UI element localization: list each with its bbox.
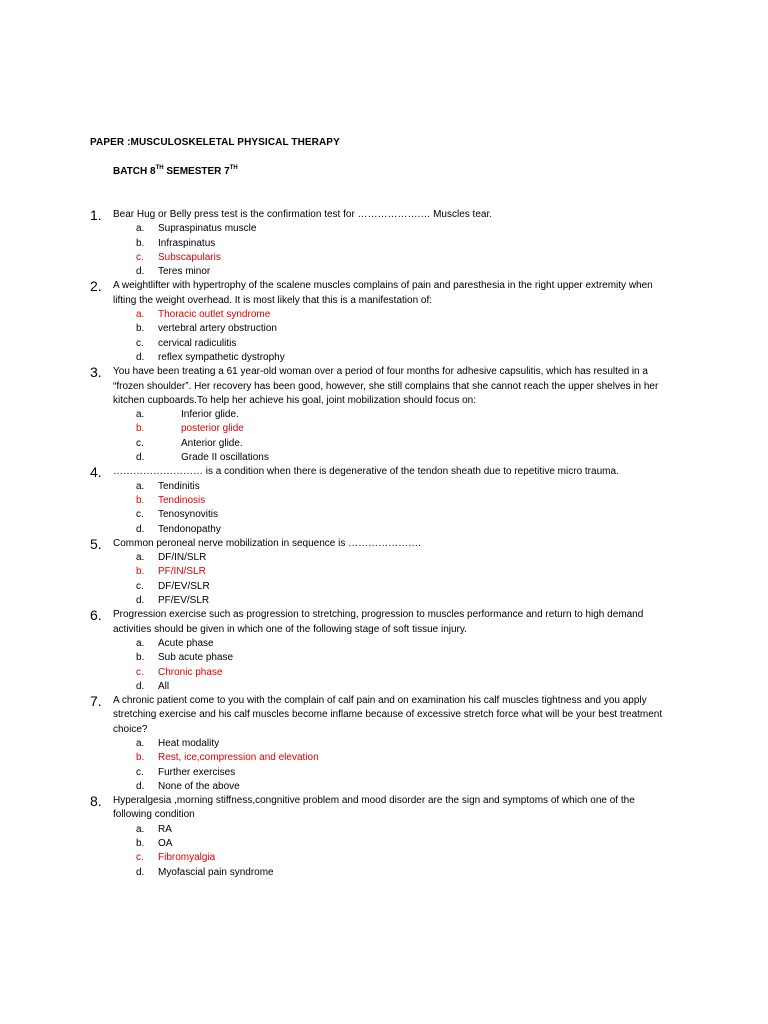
- answer-option-correct: [0, 422, 768, 436]
- option-text: Tendinitis: [158, 480, 200, 492]
- answer-option: [0, 480, 768, 494]
- answer-option-correct: [0, 851, 768, 865]
- question-number: 8.: [90, 793, 102, 810]
- answer-option: [0, 680, 768, 694]
- option-letter: d.: [136, 523, 145, 535]
- option-text: vertebral artery obstruction: [158, 323, 277, 335]
- question-item: [0, 794, 768, 880]
- question-number: 3.: [90, 364, 102, 381]
- option-letter: a.: [136, 823, 145, 835]
- option-letter: c.: [136, 580, 144, 592]
- option-text: Acute phase: [158, 637, 214, 649]
- question-text: A weightlifter with hypertrophy of the scalene muscles complains of pain and paresthesia in the right upper extremity when lifting the weight overhead. It is most likely that this is a manifestation of:: [113, 280, 653, 306]
- option-text: Further exercises: [158, 766, 236, 778]
- option-text: Supraspinatus muscle: [158, 223, 257, 235]
- option-letter: d.: [136, 780, 145, 792]
- option-letter: a.: [136, 737, 145, 749]
- option-letter: b.: [136, 566, 145, 578]
- question-item: [0, 608, 768, 694]
- option-text: Anterior glide.: [181, 437, 243, 449]
- question-text: Common peroneal nerve mobilization in sequence is ………………….: [113, 537, 421, 549]
- answer-option: [0, 866, 768, 880]
- semester-label: SEMESTER 7: [163, 166, 230, 177]
- option-text: Thoracic outlet syndrome: [158, 309, 271, 321]
- answer-option: [0, 580, 768, 594]
- option-text: DF/EV/SLR: [158, 580, 210, 592]
- question-text: A chronic patient come to you with the complain of calf pain and on examination his calf muscles tightness and you apply stretching exercise and his calf muscles become inflame because of excessive stretch force what will be your best treatment choice?: [113, 695, 663, 735]
- answer-option: [0, 222, 768, 236]
- answer-option: [0, 408, 768, 422]
- option-text: Grade II oscillations: [181, 452, 269, 464]
- option-letter: d.: [136, 866, 145, 878]
- question-number: 6.: [90, 607, 102, 624]
- option-text: RA: [158, 823, 172, 835]
- question-item: [0, 694, 768, 794]
- option-text: Sub acute phase: [158, 652, 234, 664]
- option-letter: c.: [136, 509, 144, 521]
- option-letter: d.: [136, 680, 145, 692]
- answer-option-correct: [0, 751, 768, 765]
- option-text: Myofascial pain syndrome: [158, 866, 274, 878]
- question-text: You have been treating a 61 year-old woman over a period of four months for adhesive capsulitis, which has resulted in a “frozen shoulder”. Her recovery has been good, however, she still complains that she cannot reach the upper shelves in her kitchen cupboards.To help her achieve his goal, joint mobilization should focus on:: [113, 366, 659, 406]
- option-text: Fibromyalgia: [158, 852, 216, 864]
- option-text: Inferior glide.: [181, 409, 239, 421]
- option-text: Teres minor: [158, 266, 211, 278]
- answer-option: [0, 637, 768, 651]
- option-text: Chronic phase: [158, 666, 223, 678]
- option-letter: a.: [136, 637, 145, 649]
- option-text: Infraspinatus: [158, 237, 216, 249]
- batch-semester-line: [113, 165, 238, 177]
- answer-option: [0, 451, 768, 465]
- question-item: [0, 537, 768, 608]
- option-letter: b.: [136, 652, 145, 664]
- batch-label: BATCH 8: [113, 166, 156, 177]
- option-text: Tendinosis: [158, 494, 206, 506]
- option-text: posterior glide: [181, 423, 244, 435]
- question-text: Bear Hug or Belly press test is the confirmation test for ……………….… Muscles tear.: [113, 209, 493, 220]
- option-text: DF/IN/SLR: [158, 552, 207, 564]
- question-number: 2.: [90, 278, 102, 295]
- question-item: [0, 279, 768, 365]
- answer-option: [0, 337, 768, 351]
- option-letter: b.: [136, 752, 145, 764]
- option-letter: c.: [136, 337, 144, 349]
- option-text: Rest, ice,compression and elevation: [158, 752, 319, 764]
- answer-option: [0, 523, 768, 537]
- option-letter: d.: [136, 452, 145, 464]
- answer-option: [0, 265, 768, 279]
- answer-option: [0, 508, 768, 522]
- answer-option: [0, 322, 768, 336]
- question-text: Hyperalgesia ,morning stiffness,congnitive problem and mood disorder are the sign and symptoms of which one of the following condition: [113, 795, 635, 821]
- option-text: All: [158, 680, 170, 692]
- answer-option-correct: [0, 494, 768, 508]
- answer-option: [0, 737, 768, 751]
- answer-option-correct: [0, 565, 768, 579]
- option-letter: b.: [136, 838, 145, 850]
- question-item: [0, 208, 768, 279]
- question-item: [0, 365, 768, 465]
- semester-superscript: TH: [229, 165, 238, 171]
- option-letter: c.: [136, 852, 144, 864]
- option-text: reflex sympathetic dystrophy: [158, 351, 285, 363]
- option-letter: d.: [136, 266, 145, 278]
- question-text: ……………………… is a condition when there is degenerative of the tendon sheath due to repetitive micro trauma.: [113, 466, 619, 478]
- answer-option-correct: [0, 666, 768, 680]
- option-text: cervical radiculitis: [158, 337, 237, 349]
- answer-option: [0, 551, 768, 565]
- option-letter: b.: [136, 237, 145, 249]
- option-letter: a.: [136, 409, 145, 421]
- option-text: None of the above: [158, 780, 240, 792]
- answer-option: [0, 651, 768, 665]
- option-letter: a.: [136, 309, 145, 321]
- option-text: Tenosynovitis: [158, 509, 219, 521]
- answer-option: [0, 437, 768, 451]
- question-text: Progression exercise such as progression to stretching, progression to muscles performance and return to high demand activities should be given in which one of the following stage of soft tissue injury.: [113, 609, 644, 635]
- question-number: 5.: [90, 535, 102, 552]
- option-letter: d.: [136, 595, 145, 607]
- option-letter: c.: [136, 437, 144, 449]
- option-text: Tendonopathy: [158, 523, 221, 535]
- question-list: [0, 208, 768, 880]
- option-letter: b.: [136, 423, 145, 435]
- answer-option: [0, 837, 768, 851]
- question-number: 7.: [90, 693, 102, 710]
- answer-option: [0, 237, 768, 251]
- paper-title: PAPER :MUSCULOSKELETAL PHYSICAL THERAPY: [90, 137, 340, 148]
- option-letter: a.: [136, 480, 145, 492]
- option-letter: b.: [136, 323, 145, 335]
- option-letter: a.: [136, 552, 145, 564]
- option-letter: c.: [136, 766, 144, 778]
- option-text: OA: [158, 838, 173, 850]
- option-letter: c.: [136, 251, 144, 263]
- option-letter: b.: [136, 494, 145, 506]
- batch-superscript: TH: [155, 165, 164, 171]
- option-text: PF/EV/SLR: [158, 595, 210, 607]
- answer-option-correct: [0, 251, 768, 265]
- answer-option: [0, 823, 768, 837]
- answer-option: [0, 594, 768, 608]
- question-item: [0, 465, 768, 536]
- option-text: PF/IN/SLR: [158, 566, 206, 578]
- answer-option: [0, 780, 768, 794]
- answer-option-correct: [0, 308, 768, 322]
- answer-option: [0, 766, 768, 780]
- answer-option: [0, 351, 768, 365]
- option-text: Heat modality: [158, 737, 220, 749]
- option-letter: c.: [136, 666, 144, 678]
- question-number: 4.: [90, 464, 102, 481]
- question-number: 1.: [90, 207, 102, 223]
- option-letter: a.: [136, 223, 145, 235]
- option-letter: d.: [136, 351, 145, 363]
- option-text: Subscapularis: [158, 251, 221, 263]
